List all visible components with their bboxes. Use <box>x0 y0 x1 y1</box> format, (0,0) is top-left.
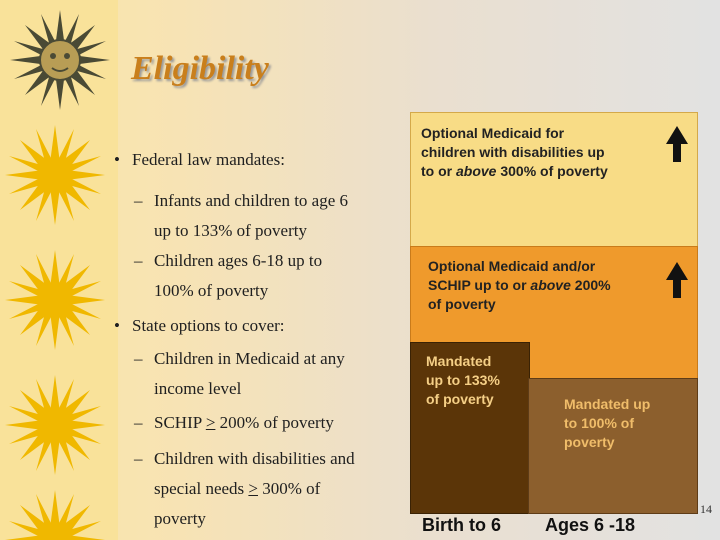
sub-bullet-medicaid-any-income: – Children in Medicaid at any income level <box>134 349 345 398</box>
mandated-ages-text: Mandated up to 100% of poverty <box>564 396 651 450</box>
slide-title: Eligibility <box>131 50 269 87</box>
sun-icon <box>5 125 105 225</box>
bullet-state-options: • State options to cover: <box>114 316 285 335</box>
up-arrow-icon <box>664 260 690 300</box>
optional-200-text: Optional Medicaid and/or SCHIP up to or above 200% of poverty <box>428 258 611 312</box>
label-birth-to-6: Birth to 6 <box>422 515 501 535</box>
page-number: 14 <box>700 502 712 516</box>
bullet-federal: • Federal law mandates: <box>114 150 285 169</box>
sub-bullet-infants: – Infants and children to age 6 up to 133% of poverty <box>134 191 349 240</box>
up-arrow-icon <box>664 124 690 164</box>
optional-300-text: Optional Medicaid for children with disabilities up to or above 300% of poverty <box>421 125 608 179</box>
sun-icon <box>5 375 105 475</box>
sun-icon <box>5 490 105 540</box>
label-ages-6-18: Ages 6 -18 <box>545 515 636 535</box>
sun-face-icon <box>10 10 110 110</box>
mandated-birth-text: Mandated up to 133% of poverty <box>426 353 500 407</box>
sub-bullet-disabilities: – Children with disabilities and special needs > 300% of poverty <box>134 449 355 528</box>
sub-bullet-children-6-18: – Children ages 6-18 up to 100% of poverty <box>134 251 323 300</box>
sun-border <box>0 0 120 540</box>
sun-icon <box>5 250 105 350</box>
sub-bullet-schip: – SCHIP > 200% of poverty <box>134 413 334 432</box>
